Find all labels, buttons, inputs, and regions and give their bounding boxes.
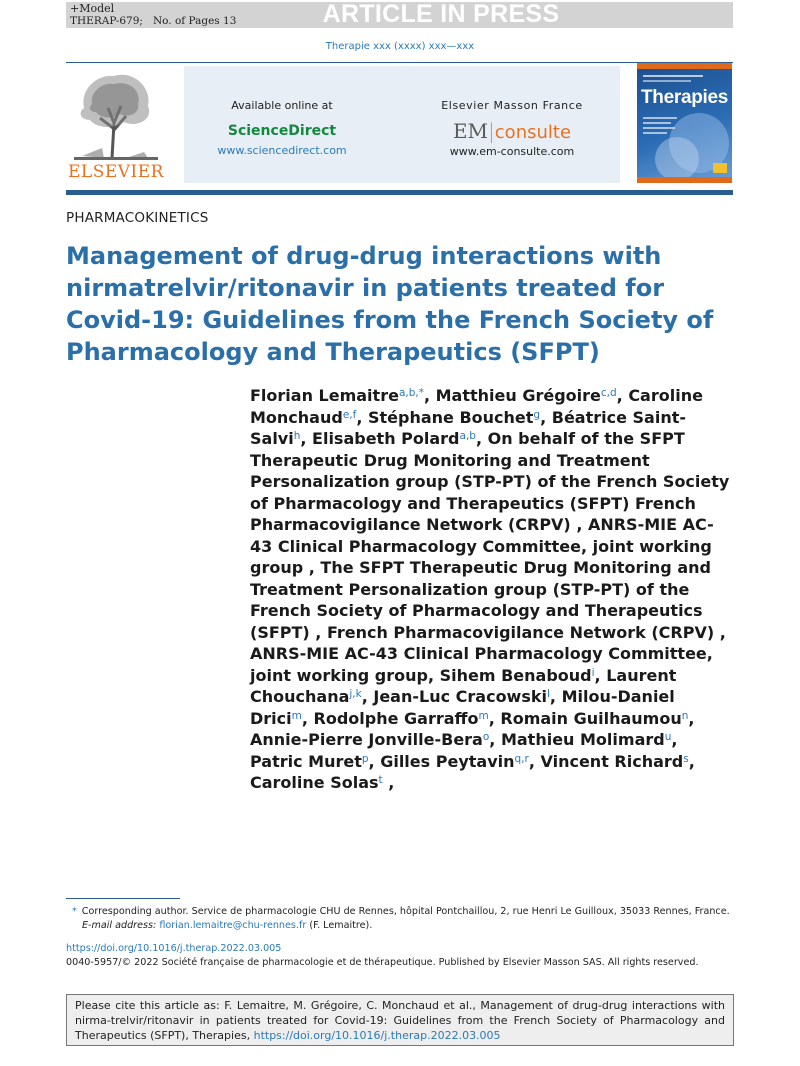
author-name: Stéphane Bouchet bbox=[367, 407, 534, 427]
copyright-line: 0040-5957/© 2022 Société française de pharmacologie et de thérapeutique. Published by Elsevier Masson SAS. All rights reserved. bbox=[66, 957, 699, 968]
author-separator: , bbox=[368, 751, 381, 771]
author-name: Matthieu Grégoire bbox=[435, 386, 601, 405]
em-logo-consulte: consulte bbox=[494, 122, 572, 143]
author-affiliation-marker[interactable]: p bbox=[361, 752, 369, 765]
author-name: Milou-Daniel Drici bbox=[250, 687, 675, 728]
elsevier-logo[interactable] bbox=[66, 66, 166, 184]
citation-text: Please cite this article as: F. Lemaitre, M. Grégoire, C. Monchaud et al., Management of drug-drug interactions with nirma-trelvir/ritonavir in patients treated for Covid-19: Guidelines from the French Society of Pharmacology and Therapeutics (SFPT), Therapies, bbox=[75, 999, 725, 1042]
author-affiliation-marker[interactable]: q,r bbox=[514, 752, 529, 765]
corresponding-marker: * bbox=[72, 906, 77, 917]
author-affiliation-marker[interactable]: a,b,* bbox=[398, 387, 424, 399]
author-affiliation-marker[interactable]: s bbox=[683, 752, 689, 765]
email-label: E-mail address: bbox=[82, 920, 157, 931]
author-name: Elisabeth Polard bbox=[312, 429, 460, 448]
author-affiliation-marker[interactable]: c,d bbox=[600, 387, 617, 399]
corresponding-email-link[interactable]: florian.lemaitre@chu-rennes.fr bbox=[159, 920, 307, 931]
author-name: Vincent Richard bbox=[540, 751, 684, 771]
publisher-name: Elsevier Masson France bbox=[441, 99, 583, 112]
pages-label: No. of Pages 13 bbox=[152, 15, 237, 27]
sciencedirect-logo[interactable]: ScienceDirect bbox=[227, 123, 337, 139]
author-name: Rodolphe Garraffo bbox=[313, 708, 479, 728]
author-separator: , bbox=[356, 407, 368, 427]
author-name: On behalf of the SFPT Therapeutic Drug Monitoring and Treatment Personalization group (STP-PT) of the French Society of Pharmacology and Therapeutics (SFPT) French Pharmacovigilance Network (CRPV) , ANRS-MIE AC-43 Clinical Pharmacology Committee, joint working group , The SFPT Therapeutic Drug Monitoring and Treatment Personalization group (STP-PT) of the French Society of Pharmacology and Therapeutics (SFPT) , French Pharmacovigilance Network (CRPV) , ANRS-MIE AC-43 Clinical Pharmacology Committee, joint working group bbox=[250, 429, 730, 685]
author-name: Caroline Solas bbox=[250, 773, 379, 792]
journal-cover-image[interactable] bbox=[637, 63, 732, 183]
author-separator: , bbox=[423, 386, 436, 405]
author-separator: , bbox=[382, 773, 395, 792]
author-name: Caroline Monchaud bbox=[250, 386, 703, 427]
author-affiliation-marker[interactable]: g bbox=[533, 408, 541, 421]
doi-link[interactable]: https://doi.org/10.1016/j.therap.2022.03.005 bbox=[66, 943, 282, 954]
author-name: Patric Muret bbox=[250, 751, 362, 771]
author-name: Romain Guilhaumou bbox=[500, 708, 682, 728]
masthead-top-rule bbox=[66, 62, 733, 63]
author-separator: , bbox=[489, 730, 501, 749]
author-separator: , bbox=[671, 730, 678, 749]
corresponding-author-note bbox=[72, 905, 740, 933]
author-affiliation-marker[interactable]: a,b bbox=[459, 430, 476, 442]
author-name: Annie-Pierre Jonville-Bera bbox=[250, 730, 483, 749]
author-affiliation-marker[interactable]: l bbox=[546, 688, 550, 700]
article-title: Management of drug-drug interactions with nirmatrelvir/ritonavir in patients treated for Covid-19: Guidelines from the French Society of Pharmacology and Therapeutics (SFPT) bbox=[66, 242, 714, 366]
author-affiliation-marker[interactable]: u bbox=[664, 731, 672, 743]
footnote-rule bbox=[66, 898, 180, 899]
journal-cover-title: Therapies bbox=[641, 87, 729, 108]
citation-text-block bbox=[75, 998, 725, 1043]
model-tag: +Model bbox=[70, 2, 115, 15]
available-online-label: Available online at bbox=[231, 99, 333, 112]
em-logo-em: EM bbox=[452, 119, 489, 143]
author-separator: , bbox=[688, 751, 695, 771]
author-separator: , bbox=[488, 708, 501, 728]
author-name: Laurent Chouchana bbox=[250, 665, 677, 706]
author-separator: , bbox=[688, 708, 695, 728]
sciencedirect-link[interactable]: www.sciencedirect.com bbox=[217, 144, 347, 157]
em-logo-divider: | bbox=[488, 119, 495, 143]
author-separator: , bbox=[300, 429, 313, 448]
journal-reference[interactable]: Therapie xxx (xxxx) xxx—xxx bbox=[325, 41, 475, 52]
corresponding-text: Corresponding author. Service de pharmacologie CHU de Rennes, hôpital Pontchaillou, 2, rue Henri Le Guilloux, 35033 Rennes, France. bbox=[81, 906, 730, 917]
author-name: Sihem Benaboud bbox=[439, 665, 592, 685]
author-name: Mathieu Molimard bbox=[500, 730, 665, 749]
author-separator: , bbox=[427, 665, 440, 685]
author-affiliation-marker[interactable]: m bbox=[291, 709, 302, 722]
citation-box bbox=[66, 994, 734, 1046]
article-id-line bbox=[70, 15, 236, 27]
author-separator: , bbox=[361, 687, 374, 706]
author-affiliation-marker[interactable]: e,f bbox=[342, 408, 357, 421]
author-affiliation-marker[interactable]: h bbox=[293, 430, 301, 442]
email-owner: (F. Lemaitre). bbox=[309, 920, 373, 931]
section-label: PHARMACOKINETICS bbox=[66, 210, 209, 226]
author-separator: , bbox=[616, 386, 629, 405]
author-affiliation-marker[interactable]: i bbox=[591, 666, 595, 679]
journal-cover-art-icon bbox=[637, 63, 732, 183]
author-affiliation-marker[interactable]: m bbox=[478, 709, 489, 722]
author-list bbox=[250, 385, 730, 794]
author-affiliation-marker[interactable]: o bbox=[482, 731, 490, 743]
author-separator: , bbox=[301, 708, 314, 728]
author-name: Jean-Luc Cracowski bbox=[373, 687, 547, 706]
article-header-bar bbox=[66, 2, 733, 28]
masthead-bottom-rule bbox=[66, 190, 733, 195]
em-consulte-link[interactable]: www.em-consulte.com bbox=[449, 145, 575, 158]
author-separator: , bbox=[475, 429, 488, 448]
article-in-press-banner: ARTICLE IN PRESS bbox=[322, 0, 560, 28]
author-name: Florian Lemaitre bbox=[250, 386, 399, 405]
author-affiliation-marker[interactable]: n bbox=[681, 709, 689, 722]
author-separator: , bbox=[549, 687, 562, 706]
author-name: Béatrice Saint-Salvi bbox=[250, 407, 687, 448]
author-separator: , bbox=[540, 407, 552, 427]
article-id: THERAP-679; bbox=[70, 15, 143, 27]
citation-doi-link[interactable]: https://doi.org/10.1016/j.therap.2022.03.005 bbox=[253, 1029, 501, 1042]
author-separator: , bbox=[528, 751, 541, 771]
author-separator: , bbox=[594, 665, 607, 685]
masthead-panel bbox=[184, 66, 620, 183]
author-affiliation-marker[interactable]: t bbox=[378, 774, 383, 786]
em-consulte-logo[interactable] bbox=[412, 119, 612, 145]
author-name: Gilles Peytavin bbox=[380, 751, 515, 771]
elsevier-tree-icon bbox=[74, 68, 158, 160]
author-affiliation-marker[interactable]: j,k bbox=[349, 688, 362, 700]
elsevier-wordmark: ELSEVIER bbox=[68, 162, 164, 182]
